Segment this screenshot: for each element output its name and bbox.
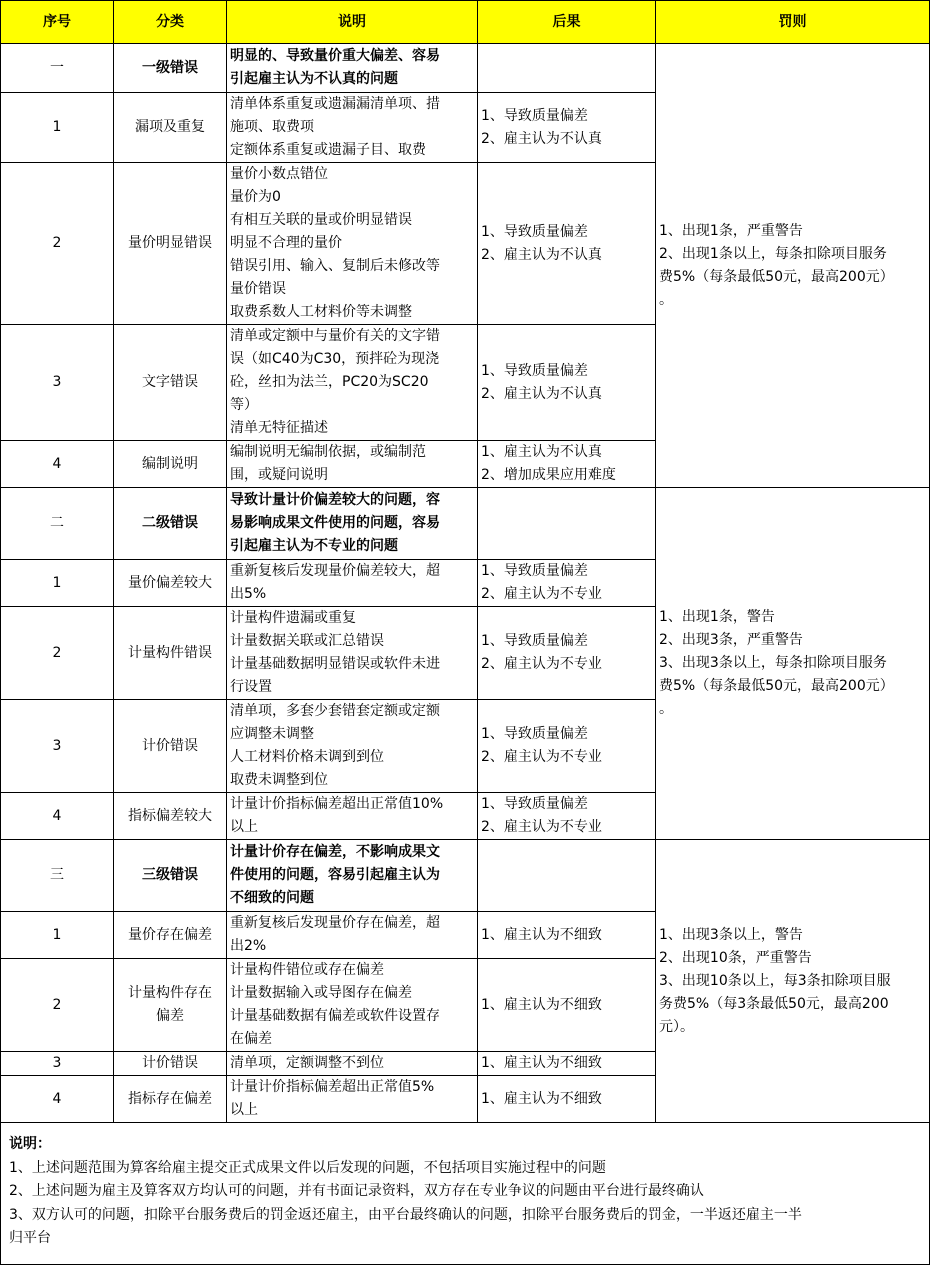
row-consequence: 1、雇主认为不细致 [478,1076,656,1123]
level-1-row [1,44,930,93]
notes-title: 说明： [9,1136,51,1152]
level-consequence [478,488,656,560]
header-penalty: 罚则 [656,1,930,44]
level-3-row [1,840,930,912]
row-description: 清单项，定额调整不到位 [227,1052,478,1076]
row-category: 计量构件错误 [114,607,227,700]
level-consequence [478,44,656,93]
level-category: 三级错误 [114,840,227,912]
row-consequence: 1、雇主认为不细致 [478,959,656,1052]
row-description: 计量构件遗漏或重复 计量数据关联或汇总错误 计量基础数据明显错误或软件未进 行设置 [227,607,478,700]
row-consequence: 1、导致质量偏差 2、雇主认为不专业 [478,700,656,793]
row-seq: 2 [1,959,114,1052]
row-description: 重新复核后发现量价偏差较大，超 出5% [227,560,478,607]
row-seq: 4 [1,1076,114,1123]
row-consequence: 1、导致质量偏差 2、雇主认为不认真 [478,93,656,163]
row-seq: 2 [1,607,114,700]
row-description: 清单体系重复或遗漏漏清单项、措 施项、取费项 定额体系重复或遗漏子目、取费 [227,93,478,163]
level-seq: 三 [1,840,114,912]
row-category: 计价错误 [114,700,227,793]
row-consequence: 1、雇主认为不细致 [478,1052,656,1076]
row-seq: 3 [1,700,114,793]
level-seq: 一 [1,44,114,93]
row-consequence: 1、导致质量偏差 2、雇主认为不专业 [478,560,656,607]
row-seq: 1 [1,560,114,607]
level-description: 计量计价存在偏差，不影响成果文 件使用的问题，容易引起雇主认为 不细致的问题 [227,840,478,912]
row-seq: 4 [1,441,114,488]
row-consequence: 1、雇主认为不认真 2、增加成果应用难度 [478,441,656,488]
row-description: 重新复核后发现量价存在偏差，超 出2% [227,912,478,959]
row-category: 漏项及重复 [114,93,227,163]
row-description: 计量构件错位或存在偏差 计量数据输入或导图存在偏差 计量基础数据有偏差或软件设置存 在偏差 [227,959,478,1052]
row-consequence: 1、导致质量偏差 2、雇主认为不认真 [478,163,656,325]
row-consequence: 1、雇主认为不细致 [478,912,656,959]
table-header-row [1,1,930,44]
row-description: 编制说明无编制依据，或编制范 围，或疑问说明 [227,441,478,488]
row-description: 计量计价指标偏差超出正常值5% 以上 [227,1076,478,1123]
level-category: 二级错误 [114,488,227,560]
row-category: 计价错误 [114,1052,227,1076]
row-description: 量价小数点错位 量价为0 有相互关联的量或价明显错误 明显不合理的量价 错误引用、输入、复制后未修改等 量价错误 取费系数人工材料价等未调整 [227,163,478,325]
level-2-penalty: 1、出现1条，警告 2、出现3条，严重警告 3、出现3条以上，每条扣除项目服务 费5%（每条最低50元，最高200元） 。 [656,488,930,840]
level-seq: 二 [1,488,114,560]
row-consequence: 1、导致质量偏差 2、雇主认为不专业 [478,793,656,840]
row-description: 计量计价指标偏差超出正常值10% 以上 [227,793,478,840]
notes-row [1,1123,930,1265]
notes-line: 3、双方认可的问题，扣除平台服务费后的罚金返还雇主，由平台最终确认的问题，扣除平台服务费后的罚金，一半返还雇主一半 [9,1206,802,1223]
notes-cell [1,1123,930,1265]
row-seq: 2 [1,163,114,325]
row-category: 计量构件存在 偏差 [114,959,227,1052]
level-description: 明显的、导致量价重大偏差、容易 引起雇主认为不认真的问题 [227,44,478,93]
row-category: 文字错误 [114,325,227,441]
level-consequence [478,840,656,912]
header-category: 分类 [114,1,227,44]
row-consequence: 1、导致质量偏差 2、雇主认为不认真 [478,325,656,441]
row-category: 编制说明 [114,441,227,488]
row-description: 清单或定额中与量价有关的文字错 误（如C40为C30，预拌砼为现浇 砼，丝扣为法兰，PC20为SC20 等） 清单无特征描述 [227,325,478,441]
notes-line: 1、上述问题范围为算客给雇主提交正式成果文件以后发现的问题，不包括项目实施过程中的问题 [9,1159,606,1176]
header-description: 说明 [227,1,478,44]
row-category: 量价明显错误 [114,163,227,325]
level-description: 导致计量计价偏差较大的问题，容 易影响成果文件使用的问题，容易 引起雇主认为不专业的问题 [227,488,478,560]
row-category: 指标存在偏差 [114,1076,227,1123]
row-category: 指标偏差较大 [114,793,227,840]
row-category: 量价存在偏差 [114,912,227,959]
notes-line: 归平台 [9,1230,51,1246]
row-seq: 1 [1,912,114,959]
row-seq: 3 [1,325,114,441]
header-consequence: 后果 [478,1,656,44]
level-2-row [1,488,930,560]
level-3-penalty: 1、出现3条以上，警告 2、出现10条，严重警告 3、出现10条以上，每3条扣除项目服 务费5%（每3条最低50元，最高200 元）。 [656,840,930,1123]
notes-line: 2、上述问题为雇主及算客双方均认可的问题，并有书面记录资料，双方存在专业争议的问题由平台进行最终确认 [9,1183,704,1199]
row-consequence: 1、导致质量偏差 2、雇主认为不专业 [478,607,656,700]
row-category: 量价偏差较大 [114,560,227,607]
row-description: 清单项，多套少套错套定额或定额 应调整未调整 人工材料价格未调到到位 取费未调整到位 [227,700,478,793]
level-category: 一级错误 [114,44,227,93]
row-seq: 3 [1,1052,114,1076]
row-seq: 4 [1,793,114,840]
header-seq: 序号 [1,1,114,44]
row-seq: 1 [1,93,114,163]
level-1-penalty: 1、出现1条，严重警告 2、出现1条以上，每条扣除项目服务 费5%（每条最低50元，最高200元） 。 [656,44,930,488]
